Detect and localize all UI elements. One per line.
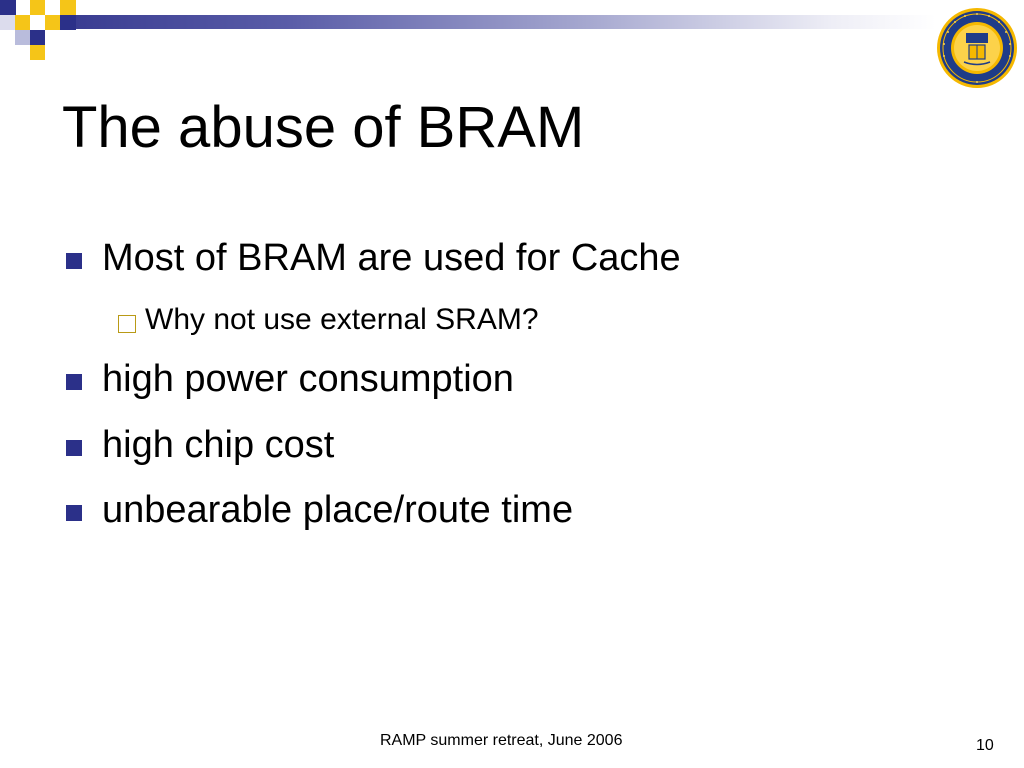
filled-square-bullet-icon bbox=[66, 505, 82, 521]
footer-text: RAMP summer retreat, June 2006 bbox=[380, 732, 623, 749]
decor-square bbox=[60, 15, 76, 30]
hollow-square-bullet-icon bbox=[118, 315, 136, 333]
decor-square bbox=[30, 45, 45, 60]
decor-square bbox=[0, 15, 15, 30]
slide-title: The abuse of BRAM bbox=[62, 95, 585, 160]
sub-bullet-text: Why not use external SRAM? bbox=[145, 303, 539, 336]
page-number: 10 bbox=[976, 737, 994, 754]
decor-square bbox=[0, 0, 16, 16]
filled-square-bullet-icon bbox=[66, 374, 82, 390]
bullet-text: high power consumption bbox=[102, 358, 514, 400]
filled-square-bullet-icon bbox=[66, 440, 82, 456]
decor-square bbox=[15, 15, 30, 30]
decor-square bbox=[15, 30, 30, 45]
filled-square-bullet-icon bbox=[66, 253, 82, 269]
header-gradient-bar bbox=[76, 15, 936, 29]
decor-square bbox=[30, 30, 45, 45]
bullet-text: Most of BRAM are used for Cache bbox=[102, 237, 681, 279]
decor-square bbox=[45, 15, 60, 30]
decor-square bbox=[30, 0, 45, 15]
bullet-text: high chip cost bbox=[102, 424, 335, 466]
bullet-text: unbearable place/route time bbox=[102, 489, 574, 531]
university-seal-icon bbox=[936, 7, 1018, 89]
decor-square bbox=[60, 0, 76, 15]
